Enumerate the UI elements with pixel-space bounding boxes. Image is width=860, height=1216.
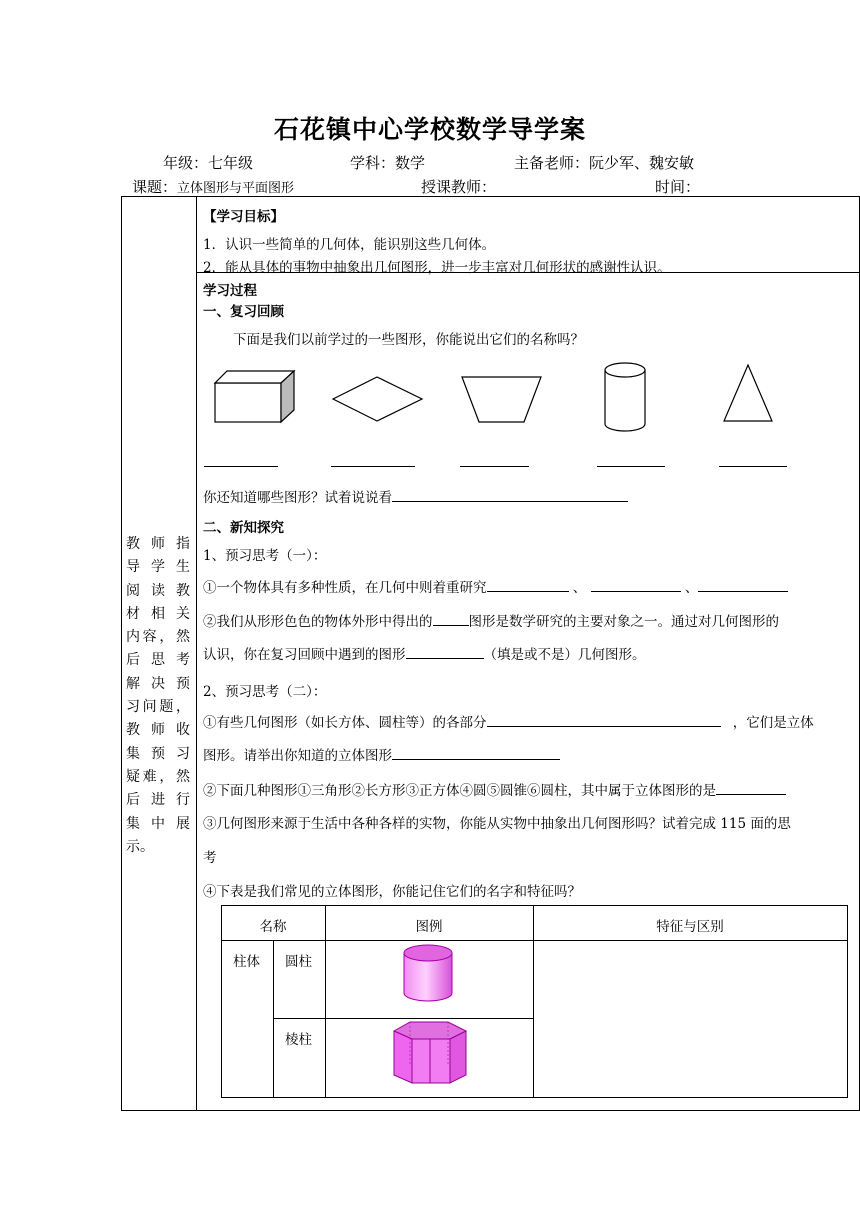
teacher-guide-note: 教 师 指 导 学 生 阅 读 教 材 相 关 内容，然 后 思 考 解 决 预 习问题， 教 师 收 集 预 习 疑难，然 后 进 行 集 中 展 示。 <box>126 536 190 855</box>
question-one-blank-1[interactable] <box>487 577 569 592</box>
table-left-border <box>121 196 122 1111</box>
table-column-divider <box>196 196 197 1111</box>
group-prism-solids: 柱体 <box>233 954 260 970</box>
subject-label: 学科：数学 <box>350 154 426 172</box>
trapezoid-name-blank[interactable] <box>460 466 529 467</box>
process-heading: 学习过程 <box>203 283 257 299</box>
question-two-blank-2[interactable] <box>406 644 484 659</box>
question-two-blank-1[interactable] <box>433 611 469 626</box>
question-five-line-2: 考 <box>203 850 217 866</box>
solids-table-right <box>847 905 848 1098</box>
teachers-label: 主备老师：阮少军、魏安敏 <box>514 154 695 172</box>
topic-label: 课题： <box>132 178 178 196</box>
review-shapes <box>200 358 840 438</box>
topic-value: 立体图形与平面图形 <box>177 181 295 196</box>
header-features: 特征与区别 <box>656 919 724 935</box>
lecturer-label: 授课教师： <box>421 178 497 196</box>
page-title: 石花镇中心学校数学导学案 <box>273 115 586 144</box>
goals-heading: 【学习目标】 <box>203 209 284 225</box>
review-more-blank[interactable] <box>392 487 628 502</box>
row-prism-label: 棱柱 <box>285 1032 312 1048</box>
question-six: ④下表是我们常见的立体图形，你能记住它们的名字和特征吗？ <box>203 884 581 900</box>
triangle-icon <box>724 365 772 421</box>
table-top-border <box>121 196 860 197</box>
question-three-blank-1[interactable] <box>487 712 721 727</box>
question-one-blank-3[interactable] <box>698 577 788 592</box>
question-one-blank-2[interactable] <box>591 577 681 592</box>
trapezoid-icon <box>462 377 541 422</box>
solids-table-bottom <box>221 1097 848 1098</box>
question-three-blank-2[interactable] <box>392 745 560 760</box>
header-example: 图例 <box>415 919 443 935</box>
header-name: 名称 <box>259 919 287 935</box>
cylinder-name-blank[interactable] <box>597 466 665 467</box>
cuboid-name-blank[interactable] <box>204 466 278 467</box>
solids-table-group-divider <box>273 940 274 1098</box>
question-two-line-2: 认识，你在复习回顾中遇到的图形 （填是或不是）几何图形。 <box>203 643 646 663</box>
question-three-line-2: 图形。请举出你知道的立体图形 <box>203 744 560 764</box>
solids-table-header-bottom <box>221 940 848 941</box>
review-more-prompt: 你还知道哪些图形？试着说说看 <box>203 486 628 506</box>
rhombus-icon <box>333 377 422 421</box>
review-prompt: 下面是我们以前学过的一些图形，你能说出它们的名称吗？ <box>233 332 584 348</box>
row-cylinder-label: 圆柱 <box>285 954 312 970</box>
cylinder-icon <box>605 363 645 431</box>
grade-label: 年级：七年级 <box>163 154 254 172</box>
table-bottom-border <box>121 1110 860 1111</box>
question-two-line-1: ②我们从形形色色的物体外形中得出的 图形是数学研究的主要对象之一。通过对几何图形的 <box>203 610 779 630</box>
goal-item: 1．认识一些简单的几何体，能识别这些几何体。 <box>203 237 496 253</box>
question-four-blank[interactable] <box>716 780 786 795</box>
pink-prism-icon <box>386 1019 472 1087</box>
preview-two-title: 2、预习思考（二）： <box>203 684 327 700</box>
rhombus-name-blank[interactable] <box>331 466 415 467</box>
time-label: 时间： <box>655 178 701 196</box>
preview-one-title: 1、预习思考（一）： <box>203 548 327 564</box>
question-four: ②下面几种图形①三角形②长方形③正方体④圆⑤圆锥⑥圆柱，其中属于立体图形的是 <box>203 779 786 799</box>
solids-table-top <box>221 905 848 906</box>
triangle-name-blank[interactable] <box>719 466 787 467</box>
goal-item: 2．能从具体的事物中抽象出几何图形，进一步丰富对几何形状的感谢性认识。 <box>203 260 671 276</box>
question-three-line-1: ①有些几何图形（如长方体、圆柱等）的各部分 ，它们是立体 <box>203 711 814 731</box>
explore-heading: 二、新知探究 <box>203 520 284 536</box>
cuboid-icon <box>215 371 294 422</box>
question-five-line-1: ③几何图形来源于生活中各种各样的实物，你能从实物中抽象出几何图形吗？试着完成 115 面的思 <box>203 816 791 832</box>
question-one: ①一个物体具有多种性质，在几何中则着重研究 、 、 <box>203 576 788 596</box>
review-heading: 一、复习回顾 <box>203 304 284 320</box>
pink-cylinder-icon <box>398 943 458 1005</box>
topic-line <box>132 176 294 197</box>
